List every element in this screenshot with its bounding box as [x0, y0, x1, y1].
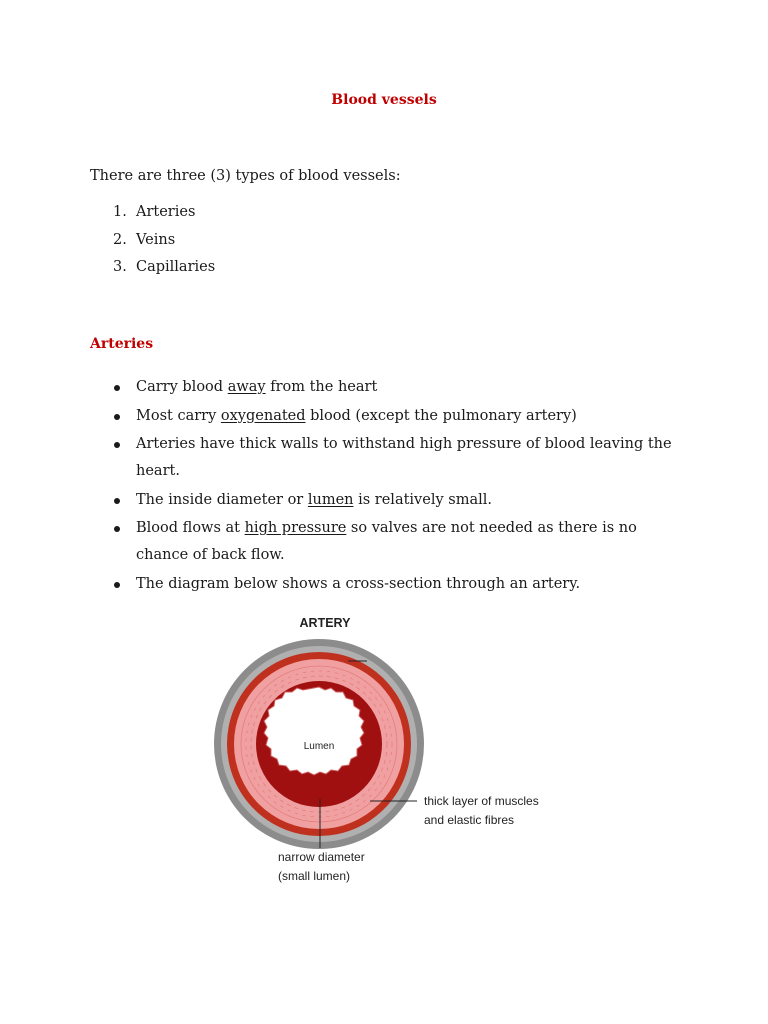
bullet-icon	[114, 442, 120, 448]
bullet-item	[90, 515, 690, 569]
bullet-text-underlined: away	[227, 379, 266, 395]
bullet-text-pre: The diagram below shows a cross-section through an artery.	[136, 575, 581, 592]
list-number: 3.	[113, 259, 127, 275]
bullet-icon	[114, 526, 120, 532]
bullet-text-underlined: oxygenated	[220, 407, 306, 424]
vessel-types-list	[90, 204, 215, 287]
lumen	[264, 687, 364, 775]
bullet-text-pre: Carry blood	[136, 379, 228, 395]
bullet-text-post: blood (except the pulmonary artery)	[305, 407, 577, 424]
bullet-text-underlined: high pressure	[244, 520, 347, 536]
bullet-icon	[114, 582, 120, 588]
list-label: Arteries	[136, 204, 196, 220]
list-item	[90, 232, 215, 260]
diameter-label-line2: (small lumen)	[278, 869, 351, 883]
bullet-item	[90, 571, 690, 598]
list-item	[90, 259, 215, 287]
list-number: 1.	[113, 204, 127, 220]
list-label: Capillaries	[136, 259, 216, 275]
muscle-label-line1: thick layer of muscles	[424, 794, 539, 808]
bullet-text-post: from the heart	[265, 379, 378, 395]
bullet-item	[90, 403, 690, 430]
lumen-label: Lumen	[303, 741, 335, 752]
muscle-label-line2: and elastic fibres	[424, 813, 515, 827]
bullet-icon	[114, 385, 120, 391]
bullet-text-pre: The inside diameter or	[136, 491, 308, 508]
arteries-bullet-list	[90, 374, 690, 599]
bullet-text-post: is relatively small.	[353, 491, 492, 508]
bullet-text-post: so valves are not needed as there is no chance of back flow.	[136, 520, 637, 563]
artery-diagram	[200, 604, 580, 904]
bullet-text-underlined: lumen	[307, 491, 354, 508]
page-title: Blood vessels	[331, 92, 437, 108]
bullet-item	[90, 374, 690, 401]
bullet-icon	[114, 498, 120, 504]
bullet-item	[90, 487, 690, 514]
bullet-item	[90, 431, 690, 485]
intro-text: There are three (3) types of blood vessels:	[90, 168, 401, 184]
list-number: 2.	[113, 231, 127, 248]
bullet-icon	[114, 414, 120, 420]
bullet-text-pre: Blood flows at	[136, 520, 245, 536]
bullet-text-pre: Most carry	[136, 407, 221, 424]
diameter-label-line1: narrow diameter	[278, 850, 365, 864]
list-label: Veins	[136, 231, 176, 248]
arteries-heading: Arteries	[90, 336, 154, 352]
diagram-title: ARTERY	[299, 616, 351, 630]
bullet-text-pre: Arteries have thick walls to withstand high pressure of blood leaving the heart.	[136, 436, 672, 479]
list-item	[90, 204, 215, 232]
